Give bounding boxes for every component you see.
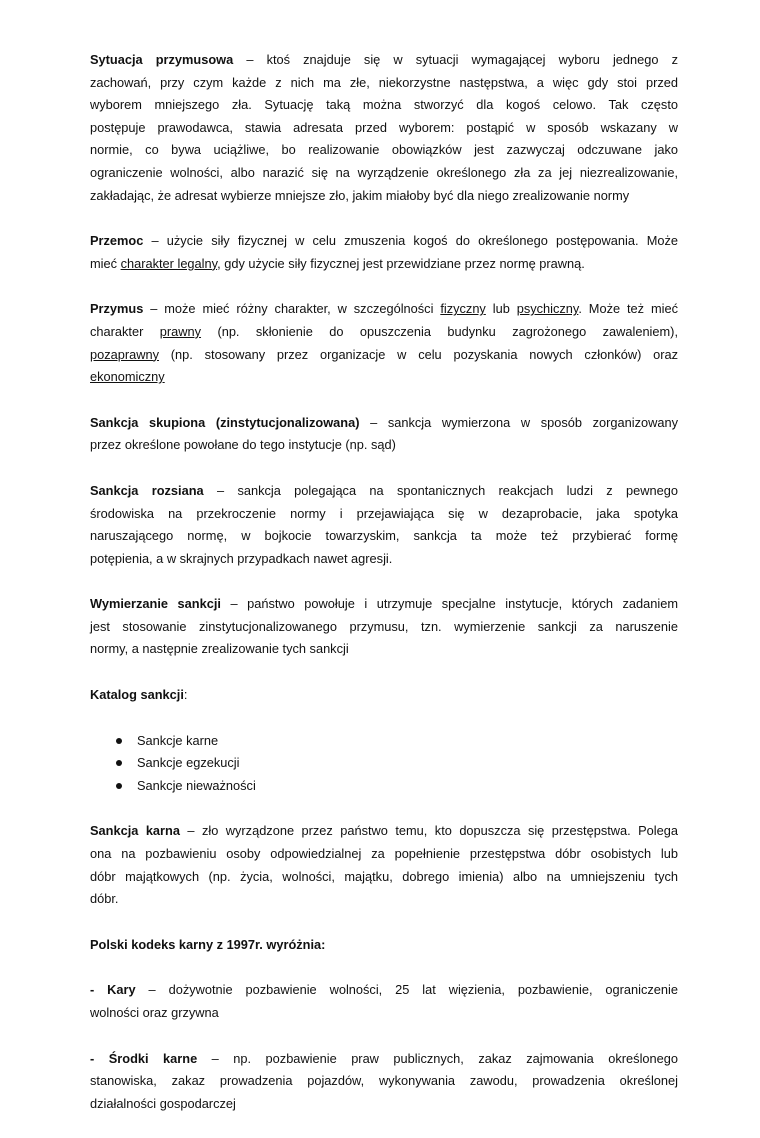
text-run: zakładając, że adresat wybierze mniejsze zło, jakim miałoby być dla niego zrealizowanie normy: [90, 187, 630, 203]
text-run: lub: [485, 301, 517, 317]
text-line: [90, 843, 678, 866]
text-line: [90, 820, 678, 843]
term-heading: Katalog sankcji: [90, 687, 184, 703]
text-run: – może mieć różny charakter, w szczególności: [143, 301, 441, 317]
text-run: dóbr.: [90, 891, 119, 907]
text-line: [90, 366, 678, 389]
text-run: mieć: [90, 255, 121, 271]
bullet-icon: [116, 760, 122, 766]
underlined-term: ekonomiczny: [90, 369, 165, 385]
text-line: [90, 230, 678, 253]
text-run: dóbr majątkowych (np. życia, wolności, majątku, dobrego imienia) albo na umniejszeniu tych: [90, 868, 678, 884]
text-line: [90, 94, 678, 117]
term-heading: Przemoc: [90, 233, 144, 249]
term-heading: Sytuacja przymusowa: [90, 52, 234, 67]
paragraph-sankcja-rozsiana: [90, 480, 678, 570]
paragraphs-top: [90, 49, 678, 707]
underlined-term: charakter legalny: [120, 255, 218, 271]
underlined-term: pozaprawny: [90, 346, 160, 362]
underlined-term: psychiczny: [516, 301, 579, 317]
text-line: [90, 1048, 678, 1071]
text-run: :: [183, 687, 188, 703]
text-run: (np. stosowany przez organizacje w celu pozyskania nowych członków) oraz: [159, 346, 678, 362]
term-heading: - Kary: [90, 982, 136, 998]
text-line: [90, 298, 678, 321]
text-line: [90, 979, 678, 1002]
text-run: . Może też mieć: [578, 301, 678, 317]
text-line: [90, 117, 678, 140]
paragraph-kary: [90, 979, 678, 1024]
text-run: postępuje prawodawca, stawia adresata przed wyborem: postąpić w sposób wskazany w: [90, 119, 678, 135]
text-run: zachowań, przy czym każde z nich ma złe, niekorzystne następstwa, a więc gdy stoi przed: [90, 74, 678, 90]
text-line: [90, 1002, 678, 1025]
text-line: [90, 253, 678, 276]
text-line: [90, 616, 678, 639]
bullet-icon: [116, 783, 122, 789]
text-line: [90, 866, 678, 889]
text-line: [90, 162, 678, 185]
text-run: – np. pozbawienie praw publicznych, zakaz zajmowania określonego: [197, 1050, 679, 1066]
term-heading: Polski kodeks karny z 1997r. wyróżnia:: [90, 936, 326, 952]
text-run: normy, a następnie zrealizowanie tych sankcji: [90, 641, 349, 657]
text-run: – sankcja wymierzona w sposób zorganizowany: [359, 414, 678, 430]
sanctions-catalog-list: [90, 730, 678, 798]
text-line: [90, 548, 678, 571]
bullet-icon: [116, 738, 122, 744]
underlined-term: prawny: [159, 323, 202, 339]
text-run: – dożywotnie pozbawienie wolności, 25 lat więzienia, pozbawienie, ograniczenie: [135, 982, 678, 998]
paragraph-kodeks-karny: [90, 934, 678, 957]
text-run: wyborem mniejszego zła. Sytuację taką można stworzyć dla kogoś celowo. Tak często: [90, 97, 678, 113]
text-line: [90, 139, 678, 162]
term-heading: - Środki karne: [90, 1050, 198, 1066]
text-line: [90, 344, 678, 367]
list-item: [90, 775, 678, 798]
text-line: [90, 1093, 678, 1116]
text-line: [90, 412, 678, 435]
text-line: [90, 888, 678, 911]
text-run: jest stosowanie zinstytucjonalizowanego przymusu, tzn. wymierzenie sankcji za naruszenie: [90, 618, 678, 634]
term-heading: Sankcja rozsiana: [90, 482, 204, 498]
text-run: , gdy użycie siły fizycznej jest przewidziane przez normę prawną.: [217, 255, 585, 271]
paragraph-katalog-sankcji: [90, 684, 678, 707]
term-heading: Przymus: [90, 301, 144, 317]
list-item: [90, 730, 678, 753]
list-item: [90, 752, 678, 775]
text-line: [90, 434, 678, 457]
text-run: przez określone powołane do tego instytucje (np. sąd): [90, 437, 396, 453]
text-line: [90, 593, 678, 616]
text-run: – sankcja polegająca na spontanicznych reakcjach ludzi z pewnego: [203, 482, 678, 498]
paragraphs-bottom: [90, 820, 678, 1115]
list-item-label: Sankcje karne: [137, 732, 219, 748]
text-run: (np. skłonienie do opuszczenia budynku zagrożonego zawaleniem),: [201, 323, 678, 339]
text-run: – ktoś znajduje się w sytuacji wymagającej wyboru jednego z: [233, 52, 678, 67]
paragraph-sankcja-karna: [90, 820, 678, 910]
term-heading: Sankcja skupiona (zinstytucjonalizowana): [90, 414, 360, 430]
text-line: [90, 638, 678, 661]
text-run: środowiska na przekroczenie normy i przejawiająca się w dezaprobacie, jaka spotyka: [90, 505, 678, 521]
paragraph-srodki-karne: [90, 1048, 678, 1116]
text-run: potępienia, a w skrajnych przypadkach nawet agresji.: [90, 550, 393, 566]
text-line: [90, 503, 678, 526]
text-line: [90, 1070, 678, 1093]
text-line: [90, 934, 678, 957]
text-run: charakter: [90, 323, 160, 339]
term-heading: Wymierzanie sankcji: [90, 596, 221, 612]
text-line: [90, 480, 678, 503]
text-run: działalności gospodarczej: [90, 1095, 236, 1111]
text-run: – zło wyrządzone przez państwo temu, kto dopuszcza się przestępstwa. Polega: [179, 823, 678, 839]
text-run: naruszającego normę, w bojkocie towarzyskim, sankcja ta może też przybierać formę: [90, 528, 678, 544]
text-run: normie, co bywa uciążliwe, bo realizowanie obowiązków jest zazwyczaj odczuwane jako: [90, 142, 678, 158]
document-page: [90, 49, 678, 1138]
text-run: ograniczenie wolności, albo narazić się na wyrządzenie określonego zła za jej niezrealizowanie,: [90, 164, 678, 180]
list-item-label: Sankcje nieważności: [137, 777, 256, 793]
text-line: [90, 321, 678, 344]
text-line: [90, 72, 678, 95]
text-line: [90, 49, 678, 72]
text-line: [90, 185, 678, 208]
text-run: stanowiska, zakaz prowadzenia pojazdów, wykonywania zawodu, prowadzenia określonej: [90, 1073, 678, 1089]
text-run: – państwo powołuje i utrzymuje specjalne instytucje, których zadaniem: [220, 596, 679, 612]
list-item-label: Sankcje egzekucji: [137, 755, 240, 771]
underlined-term: fizyczny: [440, 301, 486, 317]
paragraph-przymus: [90, 298, 678, 388]
text-run: wolności oraz grzywna: [90, 1005, 219, 1020]
text-run: – użycie siły fizycznej w celu zmuszenia kogoś do określonego postępowania. Może: [143, 233, 678, 249]
paragraph-sytuacja-przymusowa: [90, 49, 678, 207]
paragraph-przemoc: [90, 230, 678, 275]
text-line: [90, 684, 678, 707]
text-run: ona na pozbawieniu osoby odpowiedzialnej za popełnienie przestępstwa dóbr osobistych lub: [90, 846, 678, 862]
paragraph-sankcja-skupiona: [90, 412, 678, 457]
paragraph-wymierzanie-sankcji: [90, 593, 678, 661]
term-heading: Sankcja karna: [90, 823, 180, 839]
text-line: [90, 525, 678, 548]
